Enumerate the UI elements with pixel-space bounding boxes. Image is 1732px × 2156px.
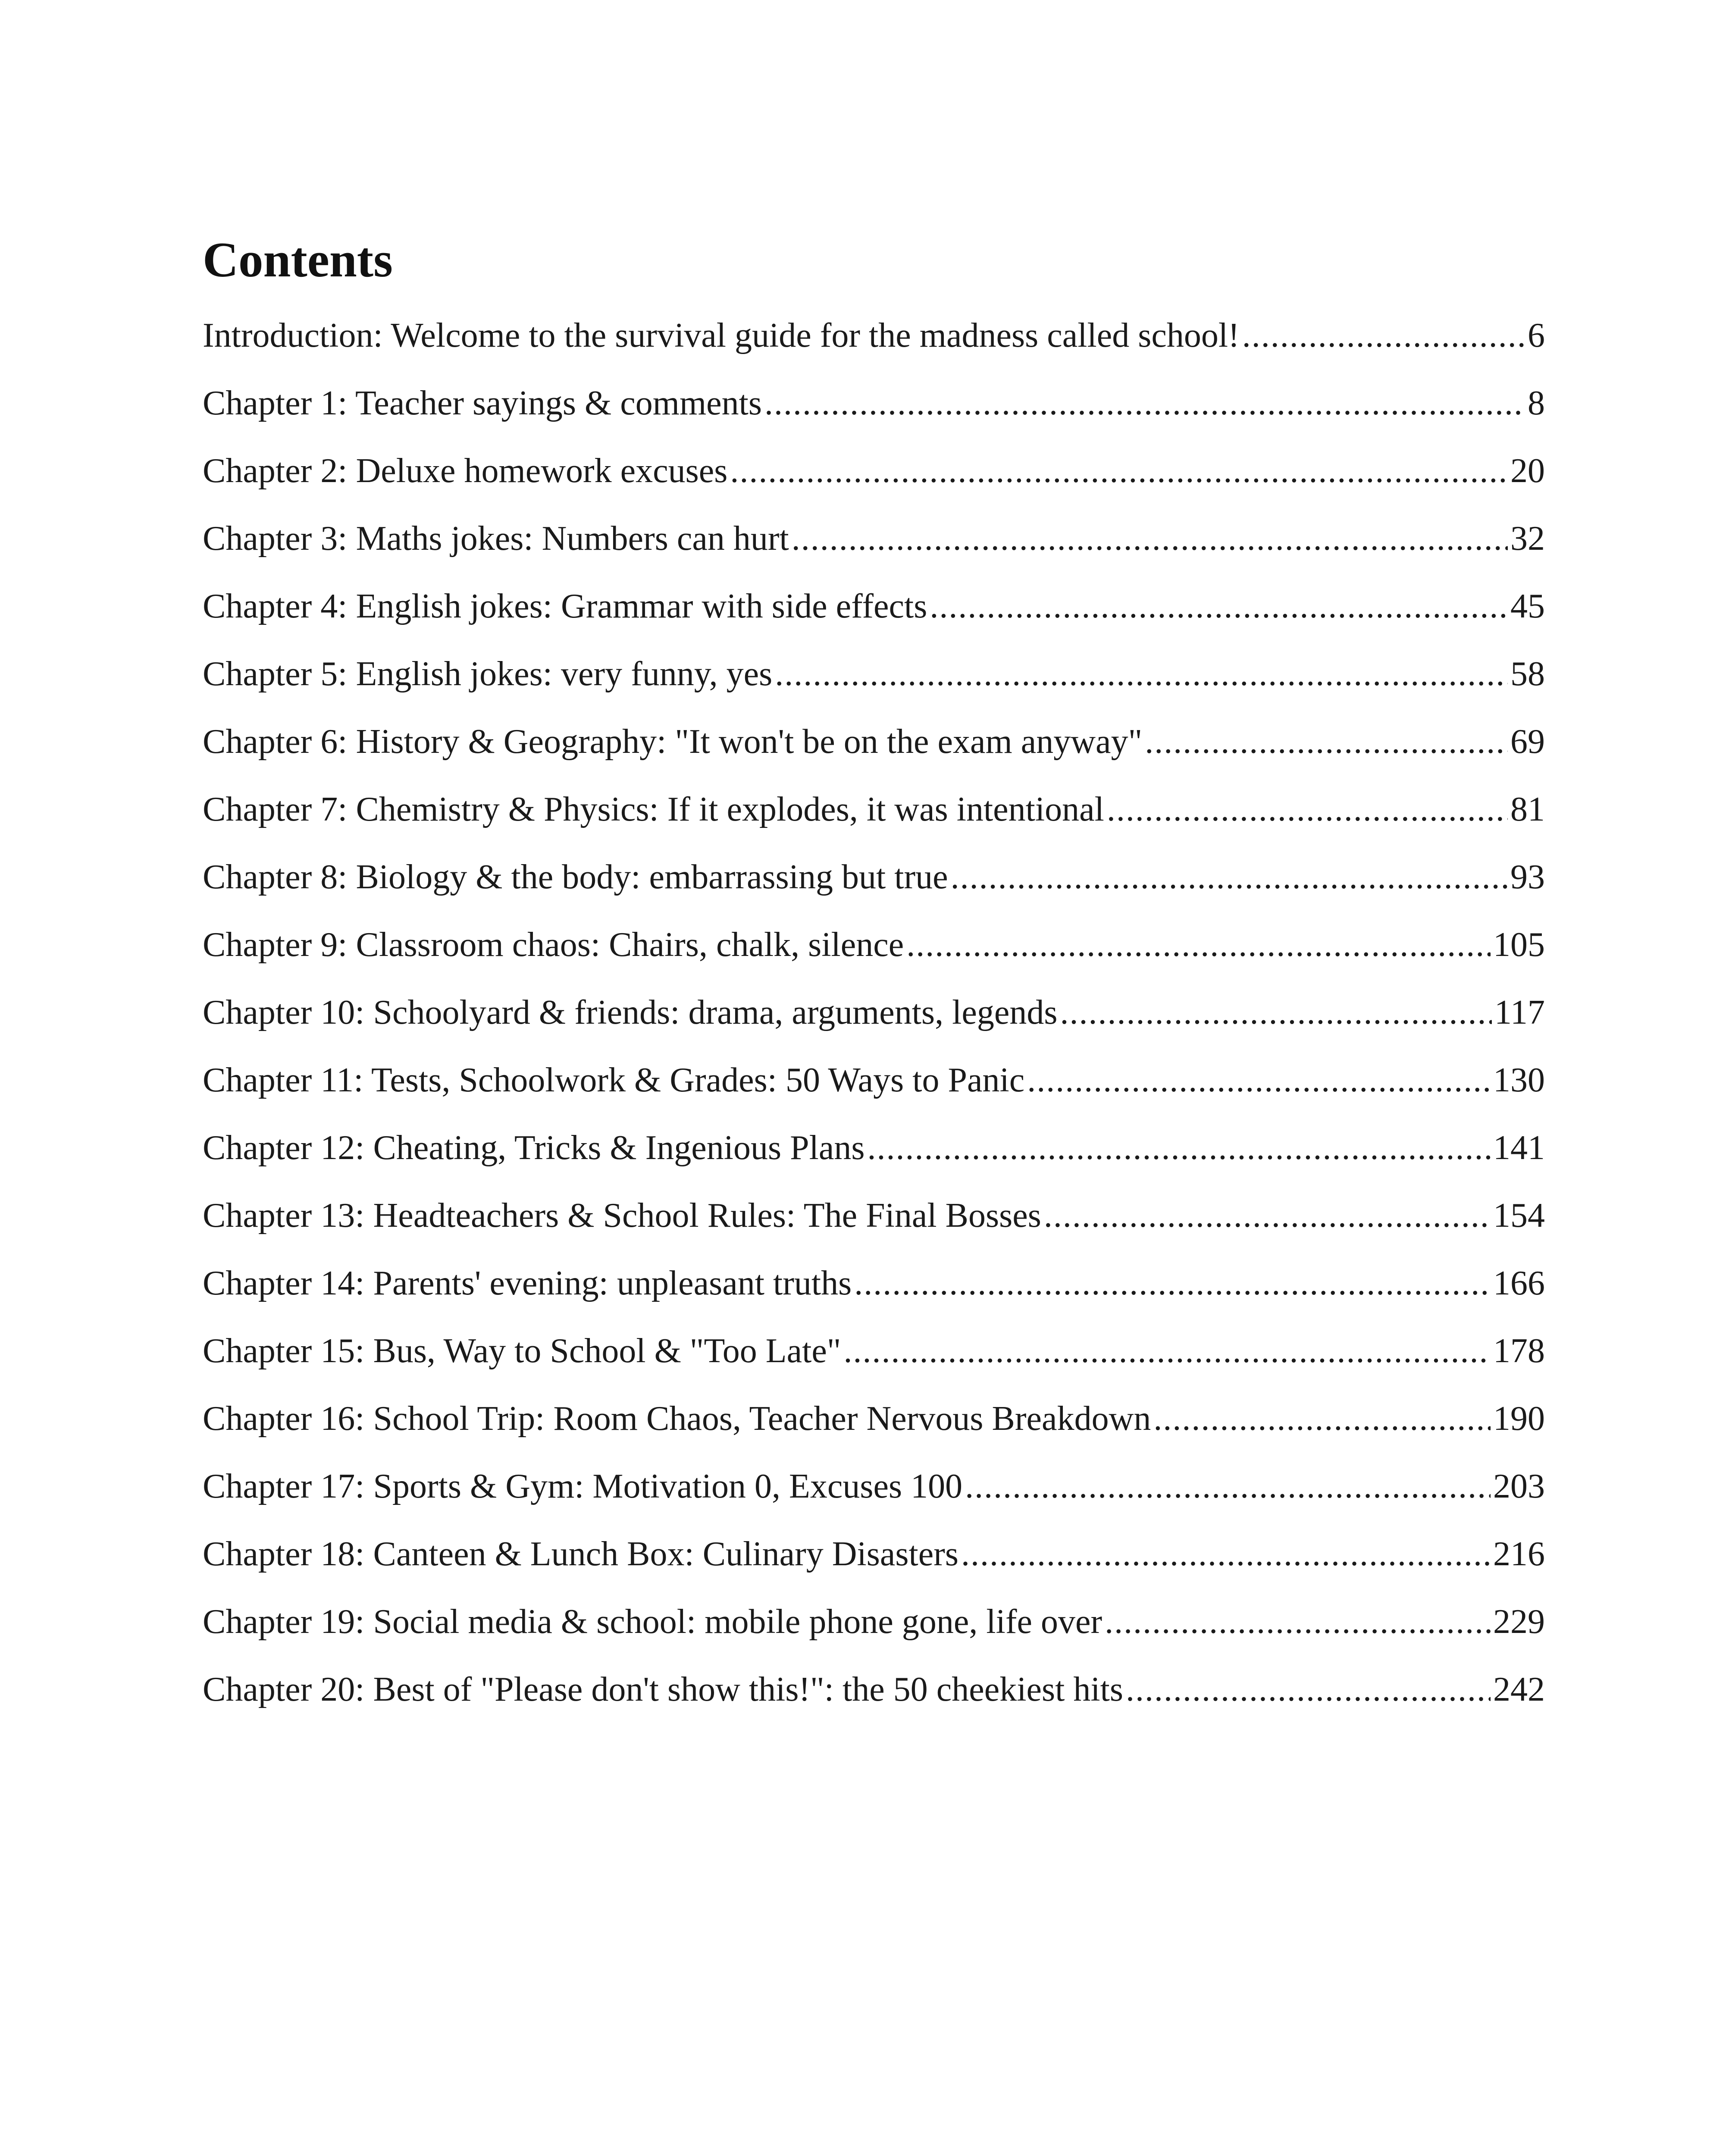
toc-entry-title: Chapter 16: School Trip: Room Chaos, Teacher Nervous Breakdown xyxy=(203,1400,1151,1438)
toc-entry-page: 141 xyxy=(1493,1129,1545,1167)
dot-leader xyxy=(1145,720,1508,763)
toc-entry-page: 178 xyxy=(1493,1332,1545,1370)
dot-leader xyxy=(854,1262,1491,1305)
toc-entry-page: 203 xyxy=(1493,1467,1545,1505)
toc-entry-title: Chapter 19: Social media & school: mobile phone gone, life over xyxy=(203,1603,1102,1641)
toc-entry-page: 20 xyxy=(1510,452,1545,490)
toc-entry-page: 154 xyxy=(1493,1197,1545,1235)
toc-entry-page: 81 xyxy=(1510,790,1545,828)
toc-entry-chapter-3[interactable] xyxy=(203,517,1545,585)
dot-leader xyxy=(775,652,1508,696)
dot-leader xyxy=(1105,1600,1491,1643)
toc-entry-title: Chapter 4: English jokes: Grammar with side effects xyxy=(203,587,927,625)
dot-leader xyxy=(906,923,1491,966)
toc-entry-title: Chapter 15: Bus, Way to School & "Too Late" xyxy=(203,1332,841,1370)
toc-entry-title: Chapter 17: Sports & Gym: Motivation 0, Excuses 100 xyxy=(203,1467,963,1505)
toc-entry-chapter-17[interactable] xyxy=(203,1465,1545,1532)
toc-entry-chapter-5[interactable] xyxy=(203,652,1545,720)
toc-entry-title: Chapter 10: Schoolyard & friends: drama, arguments, legends xyxy=(203,993,1058,1031)
toc-entry-title: Chapter 5: English jokes: very funny, yes xyxy=(203,655,773,693)
toc-entry-title: Chapter 20: Best of "Please don't show this!": the 50 cheekiest hits xyxy=(203,1670,1123,1708)
toc-entry-page: 93 xyxy=(1510,858,1545,896)
toc-entry-title: Chapter 13: Headteachers & School Rules: The Final Bosses xyxy=(203,1197,1041,1235)
toc-entry-page: 216 xyxy=(1493,1535,1545,1573)
toc-entry-chapter-4[interactable] xyxy=(203,585,1545,652)
toc-entry-page: 69 xyxy=(1510,723,1545,761)
toc-entry-page: 190 xyxy=(1493,1400,1545,1438)
toc-entry-chapter-16[interactable] xyxy=(203,1397,1545,1465)
dot-leader xyxy=(930,585,1508,628)
toc-entry-page: 229 xyxy=(1493,1603,1545,1641)
toc-entry-chapter-2[interactable] xyxy=(203,449,1545,517)
toc-entry-page: 242 xyxy=(1493,1670,1545,1708)
toc-entry-page: 8 xyxy=(1528,384,1545,422)
dot-leader xyxy=(1060,991,1492,1034)
toc-entry-chapter-12[interactable] xyxy=(203,1126,1545,1194)
toc-entry-chapter-9[interactable] xyxy=(203,923,1545,991)
toc-entry-chapter-13[interactable] xyxy=(203,1194,1545,1262)
dot-leader xyxy=(965,1465,1491,1508)
toc-entry-title: Chapter 12: Cheating, Tricks & Ingenious Plans xyxy=(203,1129,865,1167)
toc-entry-chapter-19[interactable] xyxy=(203,1600,1545,1668)
toc-entry-title: Introduction: Welcome to the survival guide for the madness called school! xyxy=(203,317,1240,354)
toc-entry-page: 105 xyxy=(1493,926,1545,964)
toc-entry-chapter-18[interactable] xyxy=(203,1532,1545,1600)
toc-entry-introduction[interactable] xyxy=(203,314,1545,382)
dot-leader xyxy=(1126,1668,1491,1711)
dot-leader xyxy=(1107,788,1508,831)
toc-entry-chapter-11[interactable] xyxy=(203,1059,1545,1126)
toc-entry-chapter-14[interactable] xyxy=(203,1262,1545,1329)
contents-heading: Contents xyxy=(203,232,393,287)
toc-entry-chapter-8[interactable] xyxy=(203,856,1545,923)
toc-entry-chapter-15[interactable] xyxy=(203,1329,1545,1397)
dot-leader xyxy=(730,449,1508,492)
toc-entry-title: Chapter 3: Maths jokes: Numbers can hurt xyxy=(203,520,789,558)
table-of-contents xyxy=(203,314,1545,1736)
dot-leader xyxy=(868,1126,1491,1169)
toc-entry-title: Chapter 6: History & Geography: "It won't be on the exam anyway" xyxy=(203,723,1143,761)
toc-entry-title: Chapter 9: Classroom chaos: Chairs, chalk, silence xyxy=(203,926,904,964)
dot-leader xyxy=(1027,1059,1491,1102)
toc-entry-chapter-1[interactable] xyxy=(203,382,1545,449)
dot-leader xyxy=(792,517,1508,560)
toc-entry-page: 45 xyxy=(1510,587,1545,625)
toc-entry-page: 6 xyxy=(1528,317,1545,354)
toc-entry-title: Chapter 18: Canteen & Lunch Box: Culinary Disasters xyxy=(203,1535,959,1573)
toc-entry-page: 166 xyxy=(1493,1264,1545,1302)
dot-leader xyxy=(1242,314,1525,357)
toc-entry-chapter-6[interactable] xyxy=(203,720,1545,788)
toc-entry-title: Chapter 8: Biology & the body: embarrassing but true xyxy=(203,858,948,896)
toc-entry-page: 117 xyxy=(1494,993,1545,1031)
dot-leader xyxy=(844,1329,1491,1373)
toc-entry-page: 32 xyxy=(1510,520,1545,558)
toc-entry-title: Chapter 14: Parents' evening: unpleasant truths xyxy=(203,1264,852,1302)
toc-entry-page: 58 xyxy=(1510,655,1545,693)
toc-entry-title: Chapter 11: Tests, Schoolwork & Grades: 50 Ways to Panic xyxy=(203,1061,1025,1099)
toc-entry-page: 130 xyxy=(1493,1061,1545,1099)
toc-entry-title: Chapter 2: Deluxe homework excuses xyxy=(203,452,728,490)
dot-leader xyxy=(951,856,1508,899)
dot-leader xyxy=(1044,1194,1491,1237)
dot-leader xyxy=(1153,1397,1491,1440)
toc-entry-chapter-10[interactable] xyxy=(203,991,1545,1059)
toc-entry-title: Chapter 7: Chemistry & Physics: If it explodes, it was intentional xyxy=(203,790,1104,828)
dot-leader xyxy=(764,382,1525,425)
toc-entry-title: Chapter 1: Teacher sayings & comments xyxy=(203,384,762,422)
toc-entry-chapter-20[interactable] xyxy=(203,1668,1545,1736)
dot-leader xyxy=(961,1532,1491,1576)
toc-entry-chapter-7[interactable] xyxy=(203,788,1545,856)
